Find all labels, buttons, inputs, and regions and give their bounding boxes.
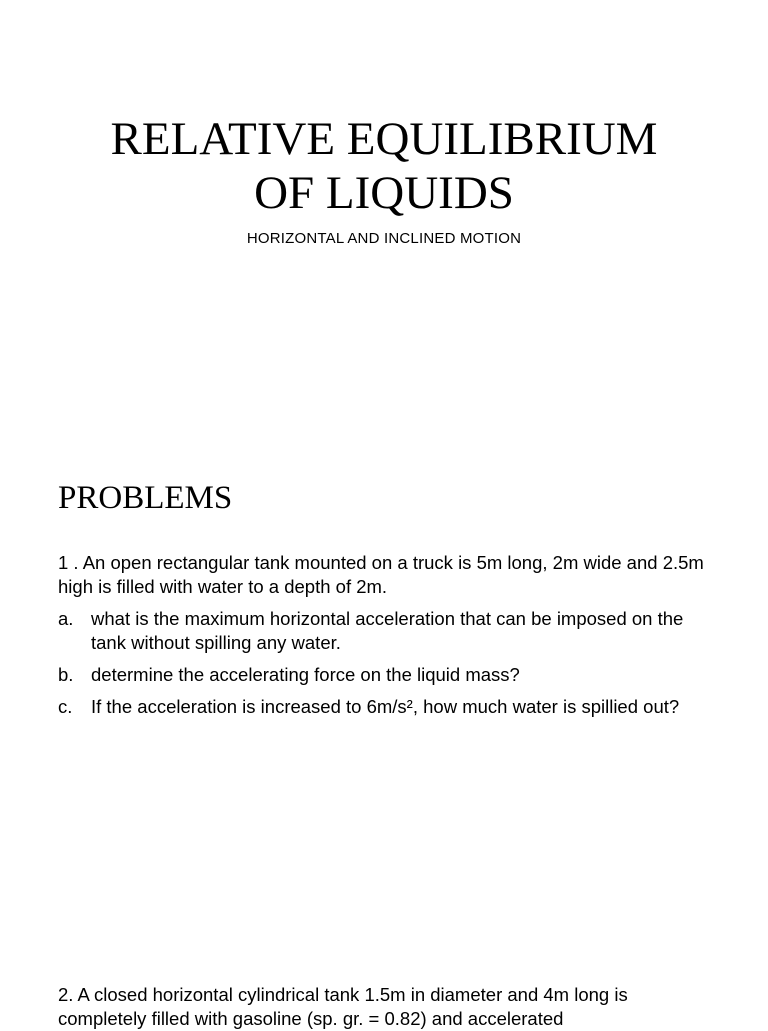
subquestion-a [58, 607, 718, 655]
subquestion-marker: b. [58, 664, 74, 685]
subquestion-text: determine the accelerating force on the liquid mass? [91, 664, 520, 685]
subquestion-marker: a. [58, 608, 74, 629]
subquestion-c [58, 695, 718, 719]
presentation-title [0, 112, 768, 220]
problem-1-text: 1 . An open rectangular tank mounted on a truck is 5m long, 2m wide and 2.5m high is filled with water to a depth of 2m. [58, 552, 704, 597]
presentation-subtitle: HORIZONTAL AND INCLINED MOTION [246, 230, 522, 247]
problems-slide [0, 420, 768, 1029]
section-heading: PROBLEMS [58, 480, 233, 516]
subquestion-text: If the acceleration is increased to 6m/s², how much water is spillied out? [91, 696, 680, 717]
subquestion-b [58, 663, 718, 687]
problem-2-text: 2. A closed horizontal cylindrical tank 1.5m in diameter and 4m long is completely filled with gasoline (sp. gr. = 0.82) and accelerated [58, 984, 628, 1029]
title-slide [0, 0, 768, 420]
subquestion-marker: c. [58, 696, 73, 717]
problem-1-subquestions [58, 607, 718, 727]
subquestion-text: what is the maximum horizontal acceleration that can be imposed on the tank without spilling any water. [91, 608, 684, 653]
title-line-2: OF LIQUIDS [254, 167, 514, 219]
title-line-1: RELATIVE EQUILIBRIUM [110, 113, 658, 165]
